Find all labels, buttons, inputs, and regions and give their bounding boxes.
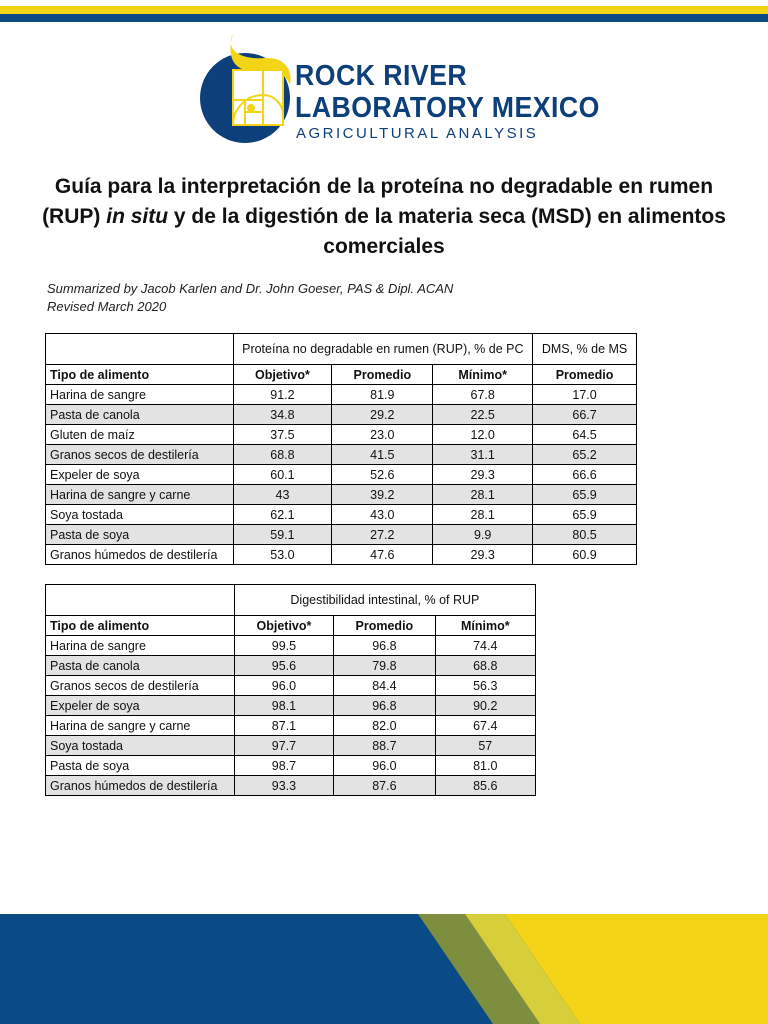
table-row xyxy=(46,405,637,425)
value-cell: 90.2 xyxy=(435,696,535,716)
value-cell: 65.9 xyxy=(533,505,637,525)
credits xyxy=(47,280,453,316)
value-cell: 17.0 xyxy=(533,385,637,405)
company-logo xyxy=(195,30,600,150)
value-cell: 28.1 xyxy=(433,505,533,525)
brand-line-1: ROCK RIVER xyxy=(295,60,468,92)
table-row xyxy=(46,756,536,776)
value-cell: 41.5 xyxy=(332,445,433,465)
value-cell: 91.2 xyxy=(233,385,332,405)
value-cell: 23.0 xyxy=(332,425,433,445)
top-stripe-yellow xyxy=(0,6,768,14)
value-cell: 31.1 xyxy=(433,445,533,465)
value-cell: 37.5 xyxy=(233,425,332,445)
feed-name-cell: Pasta de soya xyxy=(46,756,235,776)
feed-name-cell: Harina de sangre xyxy=(46,385,234,405)
credits-revision: Revised March 2020 xyxy=(47,299,167,314)
digestibility-column-header-row xyxy=(46,616,536,636)
table-row xyxy=(46,505,637,525)
value-cell: 87.6 xyxy=(334,776,435,796)
value-cell: 43 xyxy=(233,485,332,505)
table-row xyxy=(46,636,536,656)
value-cell: 68.8 xyxy=(435,656,535,676)
top-stripe xyxy=(0,0,768,22)
document-title xyxy=(30,172,738,262)
feed-name-cell: Harina de sangre xyxy=(46,636,235,656)
value-cell: 22.5 xyxy=(433,405,533,425)
value-cell: 9.9 xyxy=(433,525,533,545)
value-cell: 65.2 xyxy=(533,445,637,465)
value-cell: 60.1 xyxy=(233,465,332,485)
table-row xyxy=(46,776,536,796)
table-row xyxy=(46,545,637,565)
value-cell: 29.2 xyxy=(332,405,433,425)
feed-name-cell: Soya tostada xyxy=(46,505,234,525)
table-row xyxy=(46,736,536,756)
dms-group-header: DMS, % de MS xyxy=(533,334,637,365)
value-cell: 97.7 xyxy=(234,736,333,756)
value-cell: 12.0 xyxy=(433,425,533,445)
value-cell: 67.4 xyxy=(435,716,535,736)
feed-name-cell: Pasta de canola xyxy=(46,405,234,425)
value-cell: 34.8 xyxy=(233,405,332,425)
brand-tagline: AGRICULTURAL ANALYSIS xyxy=(296,125,539,142)
rup-table-body xyxy=(46,365,637,565)
table-row xyxy=(46,656,536,676)
value-cell: 43.0 xyxy=(332,505,433,525)
table-row xyxy=(46,696,536,716)
table-row xyxy=(46,385,637,405)
table-row xyxy=(46,485,637,505)
value-cell: 96.8 xyxy=(334,696,435,716)
value-cell: 67.8 xyxy=(433,385,533,405)
value-cell: 84.4 xyxy=(334,676,435,696)
value-cell: 80.5 xyxy=(533,525,637,545)
table-row xyxy=(46,716,536,736)
value-cell: 56.3 xyxy=(435,676,535,696)
value-cell: 68.8 xyxy=(233,445,332,465)
value-cell: 29.3 xyxy=(433,545,533,565)
value-cell: 96.0 xyxy=(234,676,333,696)
value-cell: 28.1 xyxy=(433,485,533,505)
column-header-feed-type: Tipo de alimento xyxy=(46,365,234,385)
column-header: Objetivo* xyxy=(234,616,333,636)
value-cell: 66.6 xyxy=(533,465,637,485)
digestibility-table-body xyxy=(46,616,536,796)
value-cell: 53.0 xyxy=(233,545,332,565)
title-italic: in situ xyxy=(106,205,169,228)
title-part-2: y de la digestión de la materia seca (MSD) en alimentos comerciales xyxy=(168,205,726,258)
value-cell: 81.0 xyxy=(435,756,535,776)
value-cell: 82.0 xyxy=(334,716,435,736)
value-cell: 65.9 xyxy=(533,485,637,505)
value-cell: 74.4 xyxy=(435,636,535,656)
table-group-header-row xyxy=(46,334,637,365)
value-cell: 96.0 xyxy=(334,756,435,776)
rup-group-header: Proteína no degradable en rumen (RUP), % de PC xyxy=(233,334,533,365)
value-cell: 57 xyxy=(435,736,535,756)
value-cell: 87.1 xyxy=(234,716,333,736)
feed-name-cell: Expeler de soya xyxy=(46,696,235,716)
feed-name-cell: Granos húmedos de destilería xyxy=(46,545,234,565)
table-row xyxy=(46,676,536,696)
value-cell: 64.5 xyxy=(533,425,637,445)
footer-stripes-graphic xyxy=(0,914,768,1024)
value-cell: 96.8 xyxy=(334,636,435,656)
feed-name-cell: Harina de sangre y carne xyxy=(46,485,234,505)
table-row xyxy=(46,465,637,485)
table-row xyxy=(46,425,637,445)
value-cell: 81.9 xyxy=(332,385,433,405)
column-header: Promedio xyxy=(533,365,637,385)
table-group-header-row xyxy=(46,585,536,616)
value-cell: 98.1 xyxy=(234,696,333,716)
value-cell: 27.2 xyxy=(332,525,433,545)
value-cell: 29.3 xyxy=(433,465,533,485)
digestibility-group-header: Digestibilidad intestinal, % of RUP xyxy=(234,585,535,616)
rup-table xyxy=(45,333,637,565)
column-header: Objetivo* xyxy=(233,365,332,385)
value-cell: 52.6 xyxy=(332,465,433,485)
value-cell: 79.8 xyxy=(334,656,435,676)
table-row xyxy=(46,445,637,465)
credits-authors: Summarized by Jacob Karlen and Dr. John Goeser, PAS & Dipl. ACAN xyxy=(47,281,454,296)
table-header-blank-cell xyxy=(46,334,234,365)
feed-name-cell: Soya tostada xyxy=(46,736,235,756)
value-cell: 59.1 xyxy=(233,525,332,545)
footer-band xyxy=(0,914,768,1024)
feed-name-cell: Gluten de maíz xyxy=(46,425,234,445)
table-row xyxy=(46,525,637,545)
rup-column-header-row xyxy=(46,365,637,385)
feed-name-cell: Harina de sangre y carne xyxy=(46,716,235,736)
value-cell: 62.1 xyxy=(233,505,332,525)
value-cell: 47.6 xyxy=(332,545,433,565)
value-cell: 39.2 xyxy=(332,485,433,505)
top-stripe-blue xyxy=(0,14,768,22)
golden-spiral-emblem-icon xyxy=(195,30,295,150)
column-header: Mínimo* xyxy=(433,365,533,385)
value-cell: 88.7 xyxy=(334,736,435,756)
column-header: Promedio xyxy=(334,616,435,636)
feed-name-cell: Pasta de canola xyxy=(46,656,235,676)
feed-name-cell: Granos secos de destilería xyxy=(46,445,234,465)
table-header-blank-cell xyxy=(46,585,235,616)
value-cell: 60.9 xyxy=(533,545,637,565)
value-cell: 95.6 xyxy=(234,656,333,676)
digestibility-table xyxy=(45,584,536,796)
value-cell: 66.7 xyxy=(533,405,637,425)
column-header-feed-type: Tipo de alimento xyxy=(46,616,235,636)
brand-line-2: LABORATORY MEXICO xyxy=(295,92,600,124)
value-cell: 93.3 xyxy=(234,776,333,796)
feed-name-cell: Pasta de soya xyxy=(46,525,234,545)
feed-name-cell: Granos húmedos de destilería xyxy=(46,776,235,796)
title-part-1: Guía para la interpretación de la proteína no degradable en rumen (RUP) xyxy=(42,175,714,228)
column-header: Promedio xyxy=(332,365,433,385)
feed-name-cell: Expeler de soya xyxy=(46,465,234,485)
value-cell: 85.6 xyxy=(435,776,535,796)
value-cell: 98.7 xyxy=(234,756,333,776)
value-cell: 99.5 xyxy=(234,636,333,656)
column-header: Mínimo* xyxy=(435,616,535,636)
feed-name-cell: Granos secos de destilería xyxy=(46,676,235,696)
